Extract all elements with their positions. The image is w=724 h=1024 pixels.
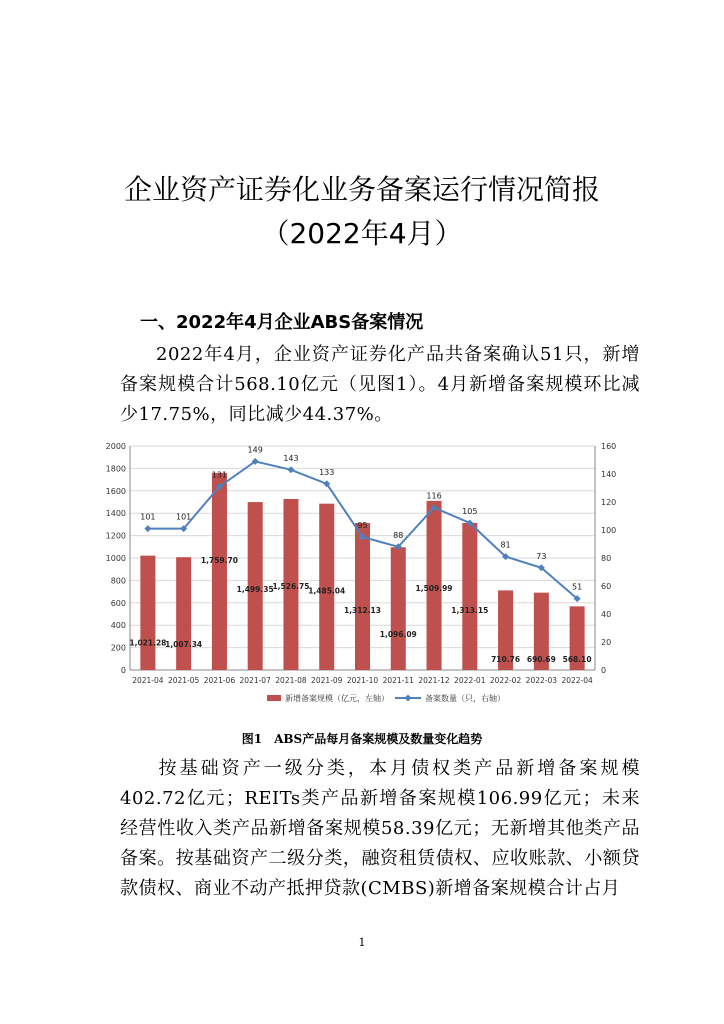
bar-value-label: 1,007.34 (165, 640, 203, 650)
right-axis-tick-label: 0 (601, 666, 607, 675)
bar-value-label: 1,526.75 (272, 582, 310, 592)
section-heading: 一、2022年4月企业ABS备案情况 (140, 312, 424, 333)
x-axis-tick-label: 2022-03 (525, 676, 558, 685)
bar-value-label: 1,499.35 (236, 585, 274, 595)
x-axis-tick-label: 2021-07 (239, 676, 271, 685)
left-axis-tick-label: 1600 (105, 486, 126, 496)
x-axis-tick-label: 2022-01 (454, 676, 486, 685)
x-axis-tick-label: 2021-10 (346, 676, 379, 685)
count-value-label: 143 (283, 453, 299, 463)
paragraph-classification-text: 按基础资产一级分类，本月债权类产品新增备案规模402.72亿元；REITs类产品新增备案规模106.99亿元；未来经营性收入类产品新增备案规模58.39亿元；无新增其他类产品备案。按基础资产二级分类，融资租赁债权、应收账款、小额贷款债权、商业不动产抵押贷款(CMBS)新增备案规模合计占月 (120, 758, 640, 899)
x-axis-tick-label: 2021-12 (418, 676, 450, 685)
right-axis-tick-label: 60 (601, 582, 612, 591)
document-title: 企业资产证券化业务备案运行情况简报 (123, 173, 600, 206)
right-axis-tick-label: 20 (601, 638, 612, 647)
x-axis-tick-label: 2021-06 (203, 676, 236, 685)
bar-value-label: 710.76 (491, 655, 521, 664)
bar-value-label: 1,485.04 (308, 586, 346, 596)
bar-2021-06 (211, 470, 228, 670)
bar-2021-05 (176, 557, 191, 670)
legend-swatch-bars (267, 695, 281, 701)
left-axis-tick-label: 1000 (105, 554, 126, 563)
left-axis-tick-label: 600 (110, 598, 126, 608)
bar-value-label: 1,759.70 (200, 555, 238, 565)
count-point-2021-04 (144, 525, 151, 532)
count-value-label: 101 (140, 512, 156, 522)
bar-value-label: 1,509.99 (415, 583, 453, 593)
bar-2021-10 (355, 523, 370, 670)
left-axis-tick-label: 200 (110, 643, 126, 653)
bar-2022-01 (462, 523, 477, 670)
paragraph-intro (120, 340, 640, 430)
x-axis-tick-label: 2022-02 (489, 676, 522, 685)
x-axis-tick-label: 2021-09 (311, 676, 343, 685)
bar-value-label: 1,021.28 (129, 638, 167, 648)
count-value-label: 88 (393, 530, 404, 540)
count-value-label: 149 (247, 445, 263, 455)
right-axis-tick-label: 80 (601, 554, 612, 563)
figure-caption: 图1 ABS产品每月备案规模及数量变化趋势 (241, 732, 483, 746)
bar-value-label: 1,096.09 (379, 630, 417, 640)
legend-swatch-marker (405, 695, 412, 702)
document-subtitle: （2022年4月） (261, 217, 463, 250)
right-axis-tick-label: 120 (601, 498, 617, 507)
left-axis-tick-label: 1400 (105, 509, 126, 519)
count-value-label: 101 (176, 512, 192, 522)
legend-label-bars: 新增备案规模（亿元，左轴） (285, 694, 389, 703)
bar-value-label: 1,312.13 (343, 606, 382, 616)
count-value-label: 95 (357, 521, 368, 530)
bar-value-label: 1,313.15 (451, 605, 489, 615)
count-value-label: 81 (500, 540, 511, 550)
count-point-2021-08 (287, 466, 294, 473)
x-axis-tick-label: 2022-04 (561, 676, 593, 685)
right-axis-tick-label: 40 (601, 610, 612, 619)
count-value-label: 51 (572, 582, 583, 592)
right-axis-tick-label: 100 (601, 526, 617, 535)
left-axis-tick-label: 400 (110, 621, 126, 631)
left-axis-tick-label: 1200 (105, 531, 126, 541)
bar-value-label: 568.10 (562, 655, 592, 664)
right-axis-tick-label: 160 (601, 442, 617, 451)
count-value-label: 105 (462, 507, 478, 516)
left-axis-tick-label: 800 (110, 576, 126, 586)
paragraph-intro-text: 2022年4月，企业资产证券化产品共备案确认51只，新增备案规模合计568.10亿元（见图1）。4月新增备案规模环比减少17.75%，同比减少44.37%。 (120, 344, 640, 425)
legend-label-line: 备案数量（只，右轴） (425, 694, 505, 703)
x-axis-tick-label: 2021-08 (275, 676, 307, 685)
count-value-label: 73 (536, 551, 547, 561)
bar-2021-11 (391, 547, 406, 670)
count-value-label: 133 (319, 467, 335, 477)
x-axis-tick-label: 2021-04 (132, 676, 164, 685)
left-axis-tick-label: 2000 (105, 442, 126, 451)
abs-chart (95, 436, 635, 721)
x-axis-tick-label: 2021-05 (167, 676, 200, 685)
x-axis-tick-label: 2021-11 (382, 676, 414, 685)
left-axis-tick-label: 0 (120, 666, 126, 675)
page-number: 1 (358, 936, 366, 949)
count-value-label: 131 (211, 470, 228, 480)
bar-2021-04 (140, 556, 155, 670)
right-axis-tick-label: 140 (601, 470, 617, 479)
count-value-label: 116 (426, 491, 442, 501)
paragraph-classification (120, 754, 640, 904)
left-axis-tick-label: 1800 (105, 464, 126, 474)
bar-value-label: 690.69 (526, 655, 556, 664)
